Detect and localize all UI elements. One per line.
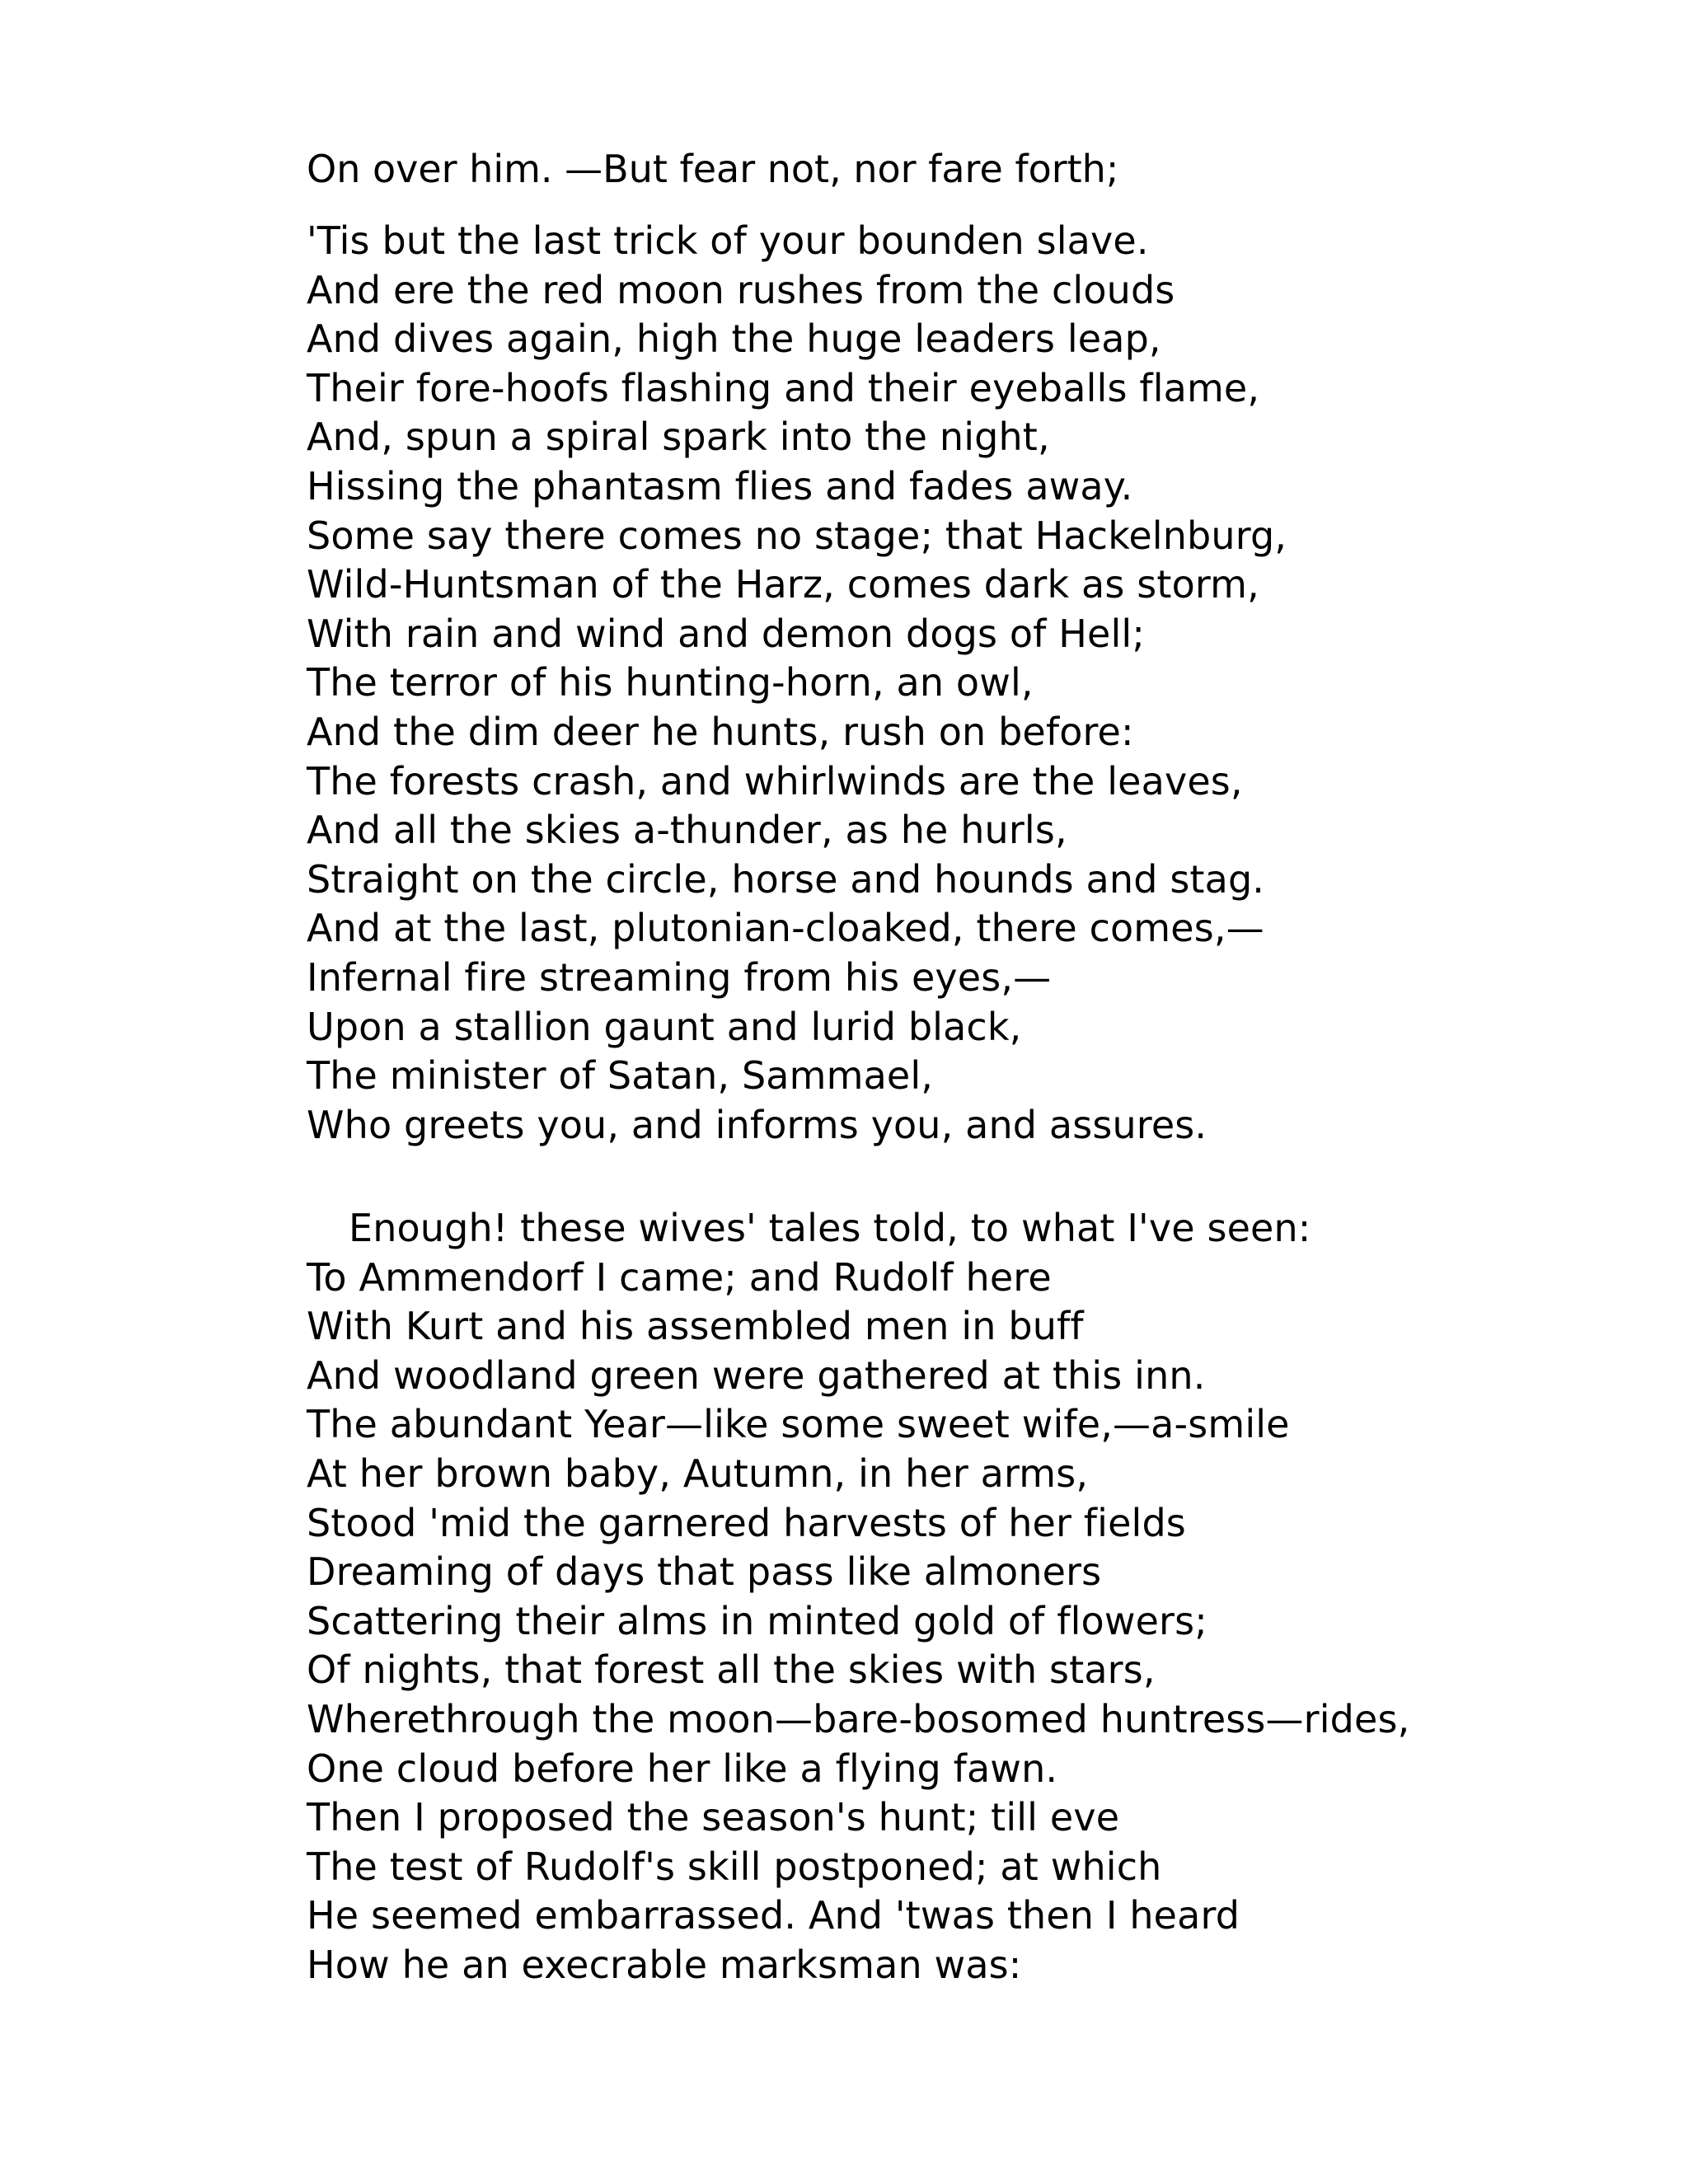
poem-line: And, spun a spiral spark into the night, bbox=[307, 415, 1050, 460]
poem-line: With Kurt and his assembled men in buff bbox=[307, 1304, 1084, 1349]
poem-line: Scattering their alms in minted gold of flowers; bbox=[307, 1598, 1207, 1643]
poem-line: Hissing the phantasm flies and fades away. bbox=[307, 463, 1133, 509]
poem-line: And ere the red moon rushes from the clouds bbox=[307, 267, 1175, 312]
partial-top-line-text: On over him. —But fear not, nor fare forth; bbox=[307, 147, 1119, 191]
poem-line: The abundant Year—like some sweet wife,—a-smile bbox=[307, 1402, 1290, 1447]
poem-line: And the dim deer he hunts, rush on before: bbox=[307, 709, 1134, 754]
partial-top-line bbox=[307, 147, 1378, 196]
poem-line: Some say there comes no stage; that Hackelnburg, bbox=[307, 513, 1287, 558]
poem-line: The forests crash, and whirlwinds are the leaves, bbox=[307, 758, 1243, 804]
poem-line: 'Tis but the last trick of your bounden slave. bbox=[307, 218, 1149, 263]
poem-line: Wild-Huntsman of the Harz, comes dark as storm, bbox=[307, 562, 1259, 607]
poem-line: Of nights, that forest all the skies with stars, bbox=[307, 1647, 1156, 1693]
stanza-2 bbox=[307, 1204, 1642, 1990]
poem-line: Straight on the circle, horse and hounds and stag. bbox=[307, 856, 1265, 902]
poem-line: With rain and wind and demon dogs of Hell; bbox=[307, 611, 1145, 656]
stanza-1 bbox=[307, 217, 1642, 1150]
poem-line: He seemed embarrassed. And 'twas then I heard bbox=[307, 1893, 1240, 1938]
poem-line: Stood 'mid the garnered harvests of her fields bbox=[307, 1500, 1186, 1545]
poem-line: One cloud before her like a flying fawn. bbox=[307, 1746, 1058, 1791]
poem-line: To Ammendorf I came; and Rudolf here bbox=[307, 1254, 1052, 1300]
poem-line: The test of Rudolf's skill postponed; at which bbox=[307, 1844, 1162, 1889]
poem-line-indented: Enough! these wives' tales told, to what I've seen: bbox=[349, 1206, 1311, 1250]
poem-line: Upon a stallion gaunt and lurid black, bbox=[307, 1004, 1022, 1049]
poem-line: And woodland green were gathered at this inn. bbox=[307, 1352, 1206, 1398]
poem-line: The minister of Satan, Sammael, bbox=[307, 1053, 934, 1099]
poem-line: And all the skies a-thunder, as he hurls, bbox=[307, 808, 1067, 853]
poem-line: Dreaming of days that pass like almoners bbox=[307, 1549, 1102, 1595]
poem-line: Infernal fire streaming from his eyes,— bbox=[307, 954, 1052, 1000]
poem-line: And at the last, plutonian-cloaked, there comes,— bbox=[307, 906, 1264, 951]
poem-line: At her brown baby, Autumn, in her arms, bbox=[307, 1451, 1089, 1496]
poem-line: How he an execrable marksman was: bbox=[307, 1942, 1022, 1987]
poem-line: And dives again, high the huge leaders leap, bbox=[307, 316, 1161, 362]
poem-line: Wherethrough the moon—bare-bosomed huntress—rides, bbox=[307, 1696, 1410, 1741]
poem-line: Their fore-hoofs flashing and their eyeballs flame, bbox=[307, 365, 1260, 410]
poem-line: The terror of his hunting-horn, an owl, bbox=[307, 660, 1034, 705]
poem-line: Who greets you, and informs you, and assures. bbox=[307, 1102, 1207, 1147]
poem-line: Then I proposed the season's hunt; till eve bbox=[307, 1795, 1120, 1840]
